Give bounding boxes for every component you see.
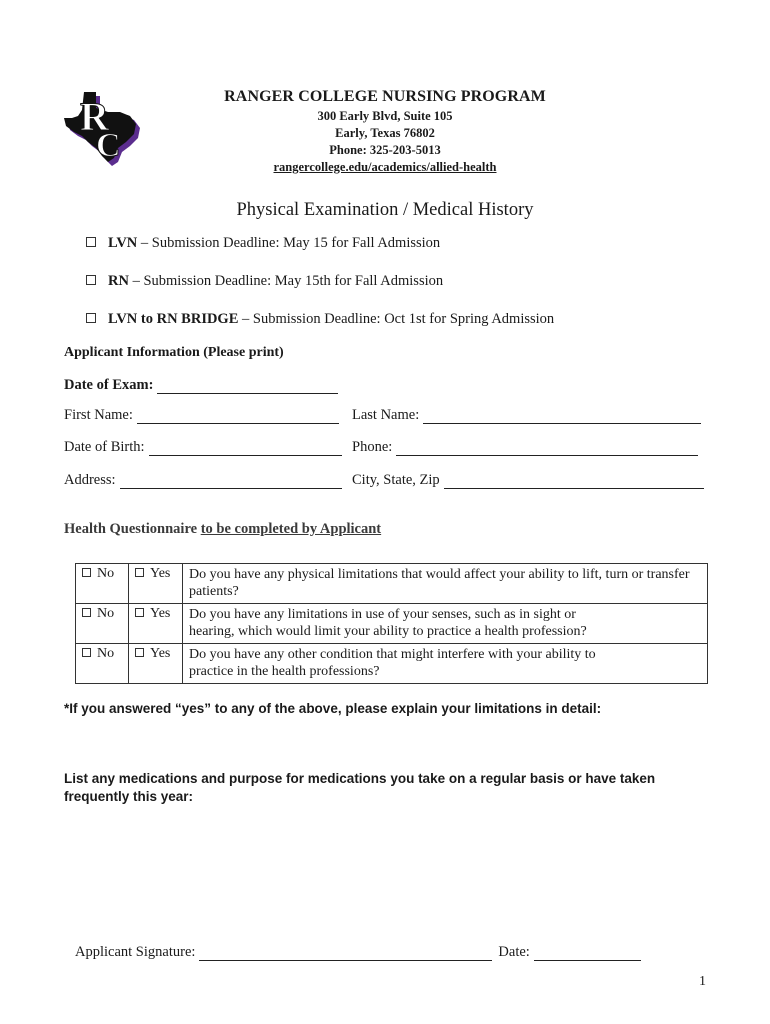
table-row xyxy=(76,604,708,644)
date-of-exam-label: Date of Exam: xyxy=(64,377,154,393)
no-option[interactable]: No xyxy=(76,604,129,644)
date-line[interactable] xyxy=(534,948,641,961)
no-option[interactable]: No xyxy=(76,644,129,684)
address-line[interactable] xyxy=(120,476,342,489)
question-text: Do you have any physical limitations that would affect your ability to lift, turn or transfer patients? xyxy=(183,564,708,604)
checkbox[interactable] xyxy=(86,313,96,323)
checkbox[interactable] xyxy=(135,608,144,617)
health-questionnaire-heading: Health Questionnaire to be completed by Applicant xyxy=(64,521,382,537)
last-name-line[interactable] xyxy=(423,411,701,424)
last-name-field[interactable] xyxy=(352,407,701,424)
website-link[interactable]: rangercollege.edu/academics/allied-health xyxy=(273,160,497,174)
option-lvn-to-rn-bridge[interactable]: LVN to RN BRIDGE – Submission Deadline: Oct 1st for Spring Admission xyxy=(86,311,554,328)
checkbox[interactable] xyxy=(82,648,91,657)
first-name-label: First Name: xyxy=(64,407,133,423)
checkbox[interactable] xyxy=(86,275,96,285)
first-name-field[interactable] xyxy=(64,407,339,424)
address-label: Address: xyxy=(64,472,116,488)
checkbox[interactable] xyxy=(82,568,91,577)
dob-label: Date of Birth: xyxy=(64,439,145,455)
no-option[interactable]: No xyxy=(76,564,129,604)
date-of-exam-field[interactable] xyxy=(64,377,338,394)
first-name-line[interactable] xyxy=(137,411,339,424)
signature-row xyxy=(75,944,641,961)
table-row xyxy=(76,564,708,604)
signature-line[interactable] xyxy=(199,948,492,961)
svg-text:C: C xyxy=(96,127,121,164)
phone-field[interactable] xyxy=(352,439,698,456)
page-number: 1 xyxy=(699,974,706,989)
last-name-label: Last Name: xyxy=(352,407,420,423)
checkbox[interactable] xyxy=(86,237,96,247)
city-state-zip-field[interactable] xyxy=(352,472,704,489)
checkbox[interactable] xyxy=(135,568,144,577)
address-line-2: Early, Texas 76802 xyxy=(335,126,435,140)
phone-line: Phone: 325-203-5013 xyxy=(329,143,441,157)
option-rn[interactable]: RN – Submission Deadline: May 15th for Fall Admission xyxy=(86,273,443,290)
phone-line[interactable] xyxy=(396,443,698,456)
question-text: Do you have any limitations in use of your senses, such as in sight or hearing, which would limit your ability to practice a health profession? xyxy=(183,604,708,644)
applicant-info-heading: Applicant Information (Please print) xyxy=(64,345,284,360)
yes-option[interactable]: Yes xyxy=(129,564,183,604)
signature-label: Applicant Signature: xyxy=(75,944,196,960)
program-title: RANGER COLLEGE NURSING PROGRAM xyxy=(224,88,546,105)
date-of-exam-line[interactable] xyxy=(157,381,338,394)
city-state-zip-label: City, State, Zip xyxy=(352,472,440,488)
phone-label: Phone: xyxy=(352,439,393,455)
table-row xyxy=(76,644,708,684)
date-label: Date: xyxy=(498,944,530,960)
address-field[interactable] xyxy=(64,472,342,489)
dob-line[interactable] xyxy=(149,443,342,456)
medications-note: List any medications and purpose for medications you take on a regular basis or have taken frequently this year: xyxy=(64,771,656,804)
explain-limitations-note: *If you answered “yes” to any of the above, please explain your limitations in detail: xyxy=(64,701,602,716)
yes-option[interactable]: Yes xyxy=(129,644,183,684)
form-title: Physical Examination / Medical History xyxy=(236,200,534,220)
health-questionnaire-table xyxy=(75,563,708,684)
address-line-1: 300 Early Blvd, Suite 105 xyxy=(317,109,453,123)
question-text: Do you have any other condition that might interfere with your ability to practice in the health professions? xyxy=(183,644,708,684)
option-lvn[interactable]: LVN – Submission Deadline: May 15 for Fall Admission xyxy=(86,235,440,252)
city-state-zip-line[interactable] xyxy=(444,476,704,489)
dob-field[interactable] xyxy=(64,439,342,456)
yes-option[interactable]: Yes xyxy=(129,604,183,644)
checkbox[interactable] xyxy=(135,648,144,657)
checkbox[interactable] xyxy=(82,608,91,617)
svg-text:R: R xyxy=(80,94,109,139)
